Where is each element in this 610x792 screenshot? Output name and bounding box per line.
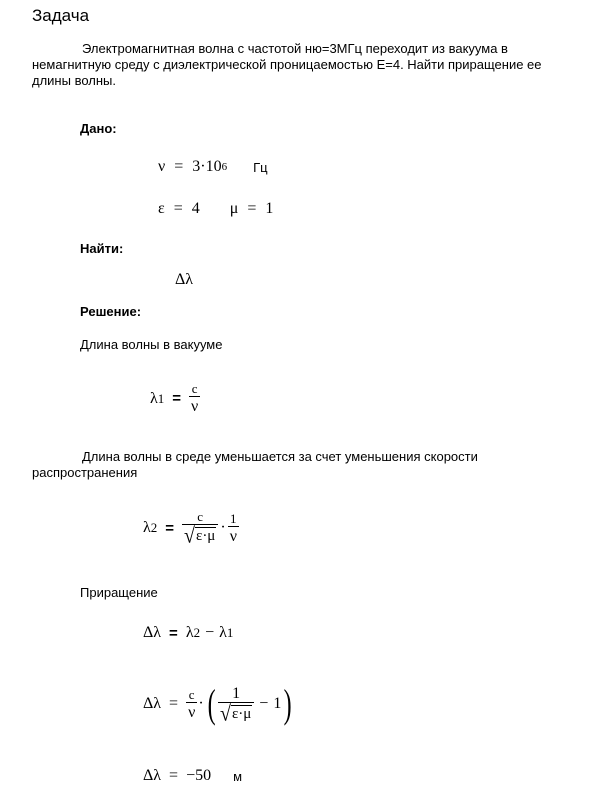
radicand: ε·μ bbox=[231, 705, 252, 722]
delta-lambda: Δλ bbox=[143, 624, 162, 641]
equals-sign: = bbox=[174, 158, 184, 175]
nu-symbol: ν bbox=[158, 158, 166, 175]
problem-line-1: Электромагнитная волна с частотой ню=3МГц переходит из вакуума в bbox=[82, 41, 508, 56]
minus-sign: − bbox=[259, 695, 269, 712]
one: 1 bbox=[273, 695, 282, 712]
subscript: 1 bbox=[226, 625, 234, 640]
fraction bbox=[186, 688, 197, 721]
medium-text-line-2: распространения bbox=[32, 465, 138, 480]
problem-line-3: длины волны. bbox=[32, 73, 116, 88]
formula-lambda2 bbox=[143, 509, 239, 549]
denominator bbox=[182, 523, 218, 549]
numerator: 1 bbox=[230, 510, 237, 526]
delta-lambda: Δλ bbox=[143, 695, 162, 712]
denominator: ν bbox=[191, 398, 199, 415]
formula-increment-expanded bbox=[143, 681, 295, 726]
equals-sign: = bbox=[172, 390, 182, 407]
vacuum-text: Длина волны в вакууме bbox=[80, 337, 223, 352]
page-title: Задача bbox=[32, 6, 90, 25]
sqrt bbox=[184, 523, 216, 549]
nu-exponent: 6 bbox=[221, 161, 228, 173]
formula-lambda1 bbox=[150, 382, 200, 415]
subscript: 2 bbox=[150, 520, 158, 535]
nu-value: 3·10 bbox=[192, 158, 222, 175]
dot: · bbox=[198, 695, 204, 712]
mu-symbol: μ bbox=[229, 200, 239, 217]
denominator bbox=[218, 702, 254, 724]
given-label: Дано: bbox=[80, 121, 117, 136]
increment-text: Приращение bbox=[80, 585, 158, 600]
subscript: 2 bbox=[193, 625, 201, 640]
equals-sign: = bbox=[247, 200, 257, 217]
solution-label: Решение: bbox=[80, 304, 142, 319]
result-unit: м bbox=[233, 768, 243, 784]
nu-unit: Гц bbox=[253, 159, 268, 175]
equals-sign: = bbox=[169, 767, 179, 784]
problem-line-2: немагнитную среду с диэлектрической проницаемостью Е=4. Найти приращение ее bbox=[32, 57, 542, 72]
eps-symbol: ε bbox=[158, 200, 165, 217]
denominator: ν bbox=[188, 703, 196, 721]
subscript: 1 bbox=[157, 390, 165, 406]
equals-sign: = bbox=[169, 624, 178, 642]
numerator: c bbox=[188, 686, 195, 702]
fraction bbox=[228, 512, 239, 545]
numerator: c bbox=[197, 509, 204, 524]
equals-sign: = bbox=[169, 695, 179, 712]
medium-text-line-1: Длина волны в среде уменьшается за счет уменьшения скорости bbox=[82, 449, 478, 464]
fraction bbox=[218, 685, 254, 724]
lambda-symbol: λ bbox=[219, 624, 227, 641]
formula-increment bbox=[143, 624, 233, 642]
given-eps-mu bbox=[158, 200, 273, 218]
numerator: c bbox=[191, 381, 198, 396]
formula-result bbox=[143, 767, 242, 785]
find-label: Найти: bbox=[80, 241, 124, 256]
given-frequency bbox=[158, 158, 268, 176]
denominator: ν bbox=[229, 527, 237, 545]
result-value: −50 bbox=[186, 767, 212, 784]
minus-sign: − bbox=[205, 624, 215, 641]
radicand: ε·μ bbox=[196, 528, 216, 544]
numerator: 1 bbox=[232, 684, 241, 702]
delta-lambda: Δλ bbox=[143, 767, 162, 784]
lambda-symbol: λ bbox=[150, 389, 158, 407]
sqrt bbox=[219, 701, 252, 726]
lambda-symbol: λ bbox=[185, 624, 194, 641]
fraction bbox=[182, 509, 218, 549]
right-paren: ) bbox=[283, 681, 292, 726]
radical-sign: √ bbox=[184, 523, 196, 549]
equals-sign: = bbox=[173, 200, 183, 217]
left-paren: ( bbox=[207, 681, 216, 726]
eps-value: 4 bbox=[191, 200, 200, 217]
fraction bbox=[189, 382, 200, 415]
lambda-symbol: λ bbox=[143, 519, 151, 536]
dot: · bbox=[220, 519, 226, 536]
radical-sign: √ bbox=[219, 701, 231, 726]
find-quantity: Δλ bbox=[175, 271, 194, 288]
equals-sign: = bbox=[165, 519, 175, 537]
mu-value: 1 bbox=[265, 200, 274, 217]
